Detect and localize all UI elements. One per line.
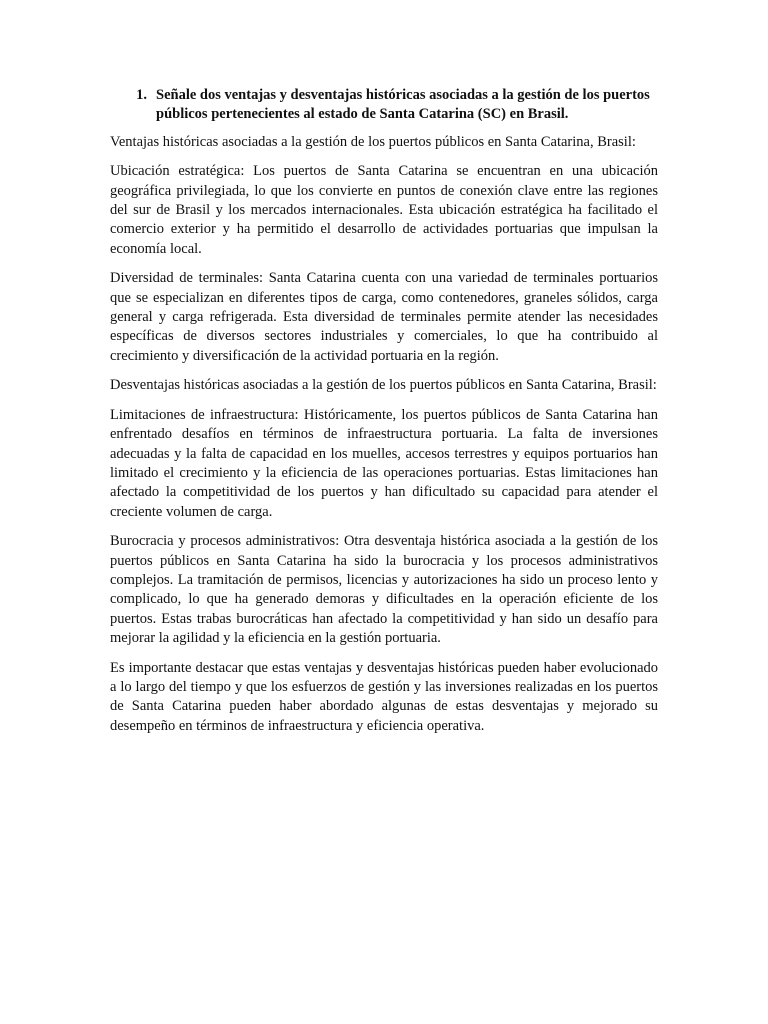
question-number: 1. <box>136 87 147 103</box>
question-text: Señale dos ventajas y desventajas históricas asociadas a la gestión de los puertos públicos pertenecientes al estado de Santa Catarina (SC) en Brasil. <box>156 87 650 123</box>
question-heading <box>110 86 658 125</box>
disadvantages-heading: Desventajas históricas asociadas a la gestión de los puertos públicos en Santa Catarina, Brasil: <box>110 377 657 394</box>
disadvantage-bureaucracy: Burocracia y procesos administrativos: Otra desventaja histórica asociada a la gestión de los puertos públicos en Santa Catarina ha sido la burocracia y los procesos administrativos complejos. La tramitación de permisos, licencias y autorizaciones ha sido un proceso lento y complicado, lo que ha generado demoras y dificultades en la operación eficiente de los puertos. Estas trabas burocráticas han afectado la competitividad y han sido un desafío para mejorar la agilidad y la eficiencia en la gestión portuaria. <box>110 533 658 646</box>
disadvantage-infrastructure: Limitaciones de infraestructura: Históricamente, los puertos públicos de Santa Catarina han enfrentado desafíos en términos de infraestructura portuaria. La falta de inversiones adecuadas y la falta de capacidad en los muelles, accesos terrestres y equipos portuarios han limitado el crecimiento y la eficiencia de las operaciones portuarias. Estas limitaciones han afectado la competitividad de los puertos y han dificultado su capacidad para atender el creciente volumen de carga. <box>110 407 658 520</box>
advantages-heading: Ventajas históricas asociadas a la gestión de los puertos públicos en Santa Catarina, Brasil: <box>110 133 636 150</box>
advantage-strategic-location: Ubicación estratégica: Los puertos de Santa Catarina se encuentran en una ubicación geográfica privilegiada, lo que los convierte en puntos de conexión clave entre las regiones del sur de Brasil y los mercados internacionales. Esta ubicación estratégica ha facilitado el comercio exterior y ha permitido el desarrollo de actividades portuarias que impulsan la economía local. <box>110 163 658 257</box>
conclusion-paragraph: Es importante destacar que estas ventajas y desventajas históricas pueden haber evolucionado a lo largo del tiempo y que los esfuerzos de gestión y las inversiones realizadas en los puertos de Santa Catarina pueden haber abordado algunas de estas desventajas y mejorado su desempeño en términos de infraestructura y eficiencia operativa. <box>110 659 658 734</box>
advantage-terminal-diversity: Diversidad de terminales: Santa Catarina cuenta con una variedad de terminales portuarios que se especializan en diferentes tipos de carga, como contenedores, graneles sólidos, carga general y carga refrigerada. Esta diversidad de terminales permite atender las necesidades específicas de diversos sectores industriales y comerciales, lo que ha contribuido al crecimiento y diversificación de la actividad portuaria en la región. <box>110 270 658 364</box>
document-body <box>110 86 658 746</box>
